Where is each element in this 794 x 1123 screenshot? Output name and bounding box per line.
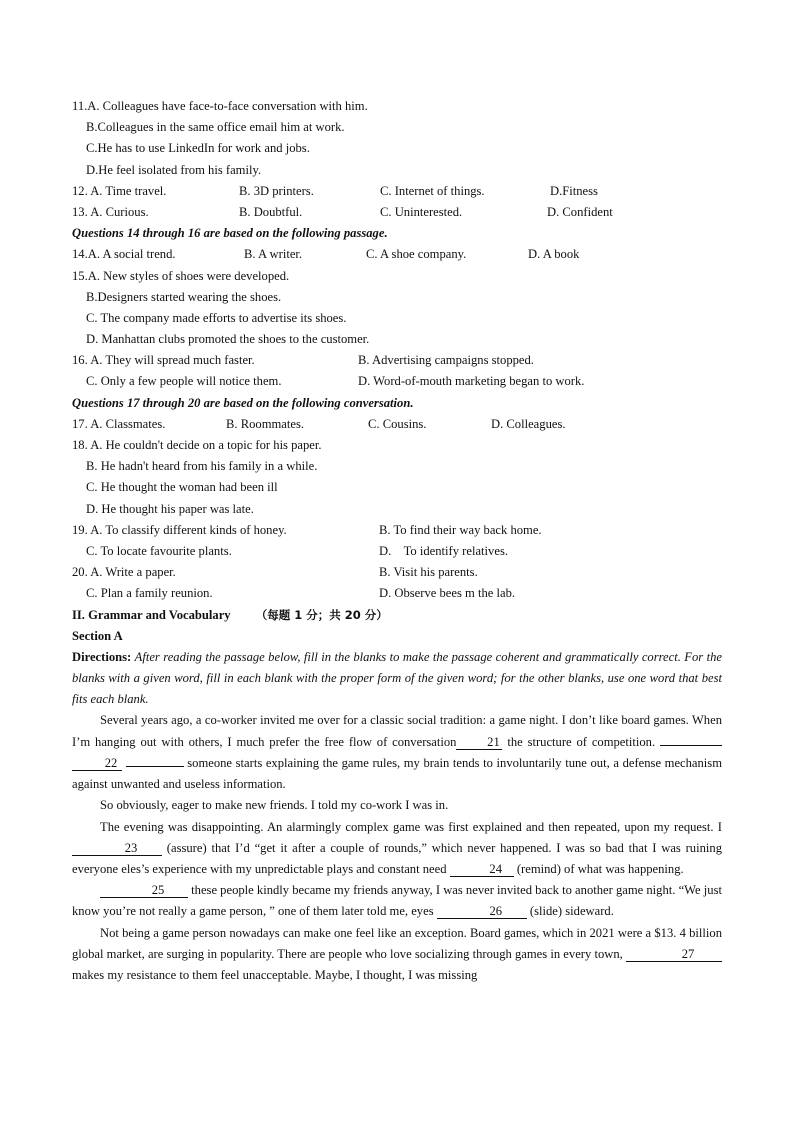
exam-page bbox=[72, 96, 722, 986]
q17-row bbox=[72, 414, 722, 435]
passage-paragraph-5 bbox=[72, 923, 722, 987]
q20-option-a: 20. A. Write a paper. bbox=[72, 565, 176, 580]
q14-option-d: D. A book bbox=[528, 247, 580, 262]
passage-text: The evening was disappointing. An alarmingly complex game was first explained and then repeated, upon my request. I bbox=[100, 819, 722, 834]
passage-paragraph-1 bbox=[72, 710, 722, 795]
q13-option-a: 13. A. Curious. bbox=[72, 204, 149, 219]
directions bbox=[72, 647, 722, 711]
q12-option-a: 12. A. Time travel. bbox=[72, 183, 167, 198]
q13-option-b: B. Doubtful. bbox=[239, 204, 303, 219]
q19-option-d: D. To identify relatives. bbox=[379, 543, 508, 558]
q19-option-a: 19. A. To classify different kinds of honey. bbox=[72, 522, 287, 537]
q20-option-b: B. Visit his parents. bbox=[379, 565, 478, 580]
q12-option-b: B. 3D printers. bbox=[239, 183, 314, 198]
q20-row-2 bbox=[72, 583, 722, 604]
section-2-heading bbox=[72, 605, 722, 626]
q11-option-a: 11.A. Colleagues have face-to-face conversation with him. bbox=[72, 99, 368, 113]
questions-17-20-header: Questions 17 through 20 are based on the following conversation. bbox=[72, 395, 414, 410]
q15-option-b: B.Designers started wearing the shoes. bbox=[86, 289, 282, 304]
q17-option-b: B. Roommates. bbox=[226, 416, 305, 431]
q15-option-c: C. The company made efforts to advertise its shoes. bbox=[86, 310, 347, 325]
q20-option-c: C. Plan a family reunion. bbox=[86, 586, 213, 601]
q15-option-a: 15.A. New styles of shoes were developed. bbox=[72, 268, 290, 283]
q16-option-a: 16. A. They will spread much faster. bbox=[72, 353, 255, 368]
passage-paragraph-3 bbox=[72, 817, 722, 881]
blank-27[interactable]: 27 bbox=[626, 947, 722, 962]
q12-option-c: C. Internet of things. bbox=[380, 183, 485, 198]
section-2-title: II. Grammar and Vocabulary bbox=[72, 607, 231, 622]
q18-option-d: D. He thought his paper was late. bbox=[86, 501, 254, 516]
q19-row-2 bbox=[72, 541, 722, 562]
blank-25[interactable]: 25 bbox=[100, 883, 188, 898]
q14-row bbox=[72, 244, 722, 265]
directions-text: After reading the passage below, fill in the blanks to make the passage coherent and grammatically correct. For the blanks with a given word, fill in each blank with the proper form of the given word; for the other blanks, use one word that best fits each blank. bbox=[72, 649, 722, 707]
passage-text: (assure) that I’d “get it after a couple of rounds,” which never happened. I was so bad that I was ruining everyone eles’s experience with my unpredictable plays and constant need bbox=[72, 840, 722, 876]
passage-text: someone starts explaining the game rules, my brain tends to involuntarily tune out, a defense mechanism against unwanted and useless information. bbox=[72, 755, 722, 792]
q13-option-c: C. Uninterested. bbox=[380, 204, 463, 219]
q18-option-b: B. He hadn't heard from his family in a while. bbox=[86, 459, 318, 474]
q14-option-c: C. A shoe company. bbox=[366, 247, 467, 262]
passage-text: makes my resistance to them feel unacceptable. Maybe, I thought, I was missing bbox=[72, 967, 478, 982]
section-a-heading: Section A bbox=[72, 628, 123, 643]
q13-row bbox=[72, 202, 722, 223]
passage-paragraph-2: So obviously, eager to make new friends. I told my co-work I was in. bbox=[100, 798, 449, 813]
blank-21[interactable]: 21 bbox=[456, 735, 502, 750]
passage-text: the structure of competition. bbox=[507, 734, 656, 749]
q19-row-1 bbox=[72, 520, 722, 541]
passage-text: Several years ago, a co-worker invited me over for a classic social tradition: a game night. I don’t like board games. When I’m hanging out with others, I much prefer the free flow of conversation bbox=[72, 713, 722, 749]
blank-after-22 bbox=[126, 766, 184, 767]
passage-text: (remind) of what was happening. bbox=[516, 861, 684, 876]
q15-option-d: D. Manhattan clubs promoted the shoes to the customer. bbox=[86, 332, 370, 347]
q14-option-b: B. A writer. bbox=[244, 247, 303, 262]
q16-row-1 bbox=[72, 350, 722, 371]
q19-option-b: B. To find their way back home. bbox=[379, 522, 542, 537]
q16-option-b: B. Advertising campaigns stopped. bbox=[358, 353, 534, 368]
blank-22[interactable]: 22 bbox=[72, 756, 122, 771]
q16-option-c: C. Only a few people will notice them. bbox=[86, 374, 282, 389]
q20-option-d: D. Observe bees m the lab. bbox=[379, 586, 516, 601]
q11-option-c: C.He has to use LinkedIn for work and jobs. bbox=[86, 141, 310, 156]
q13-option-d: D. Confident bbox=[547, 204, 613, 219]
q11-option-b: B.Colleagues in the same office email him at work. bbox=[86, 120, 345, 135]
q12-row bbox=[72, 181, 722, 202]
q20-row-1 bbox=[72, 562, 722, 583]
q11-option-d: D.He feel isolated from his family. bbox=[86, 162, 262, 177]
q18-option-c: C. He thought the woman had been ill bbox=[86, 480, 278, 495]
passage-paragraph-4 bbox=[72, 880, 722, 922]
q18-option-a: 18. A. He couldn't decide on a topic for his paper. bbox=[72, 438, 322, 452]
questions-14-16-header: Questions 14 through 16 are based on the following passage. bbox=[72, 226, 388, 241]
blank-before-22 bbox=[660, 745, 722, 746]
q12-option-d: D.Fitness bbox=[550, 183, 598, 198]
directions-label: Directions: bbox=[72, 649, 132, 664]
q19-option-c: C. To locate favourite plants. bbox=[86, 543, 232, 558]
q17-option-c: C. Cousins. bbox=[368, 416, 427, 431]
q17-option-a: 17. A. Classmates. bbox=[72, 416, 166, 431]
q16-option-d: D. Word-of-mouth marketing began to work. bbox=[358, 374, 585, 389]
q17-option-d: D. Colleagues. bbox=[491, 416, 566, 431]
blank-24[interactable]: 24 bbox=[450, 862, 514, 877]
section-2-points: （每题 1 分；共 20 分） bbox=[255, 607, 388, 622]
blank-26[interactable]: 26 bbox=[437, 904, 527, 919]
passage-text: (slide) sideward. bbox=[529, 904, 614, 919]
q14-option-a: 14.A. A social trend. bbox=[72, 247, 176, 262]
blank-23[interactable]: 23 bbox=[72, 841, 162, 856]
passage-text: these people kindly became my friends anyway, I was never invited back to another game night. “We just know you’re not really a game person, ” one of them later told me, eyes bbox=[72, 883, 722, 919]
q16-row-2 bbox=[72, 371, 722, 392]
passage-text: Not being a game person nowadays can make one feel like an exception. Board games, which in 2021 were a $13. 4 billion global market, are surging in popularity. There are people who love socializing through games in every town, bbox=[72, 925, 722, 961]
